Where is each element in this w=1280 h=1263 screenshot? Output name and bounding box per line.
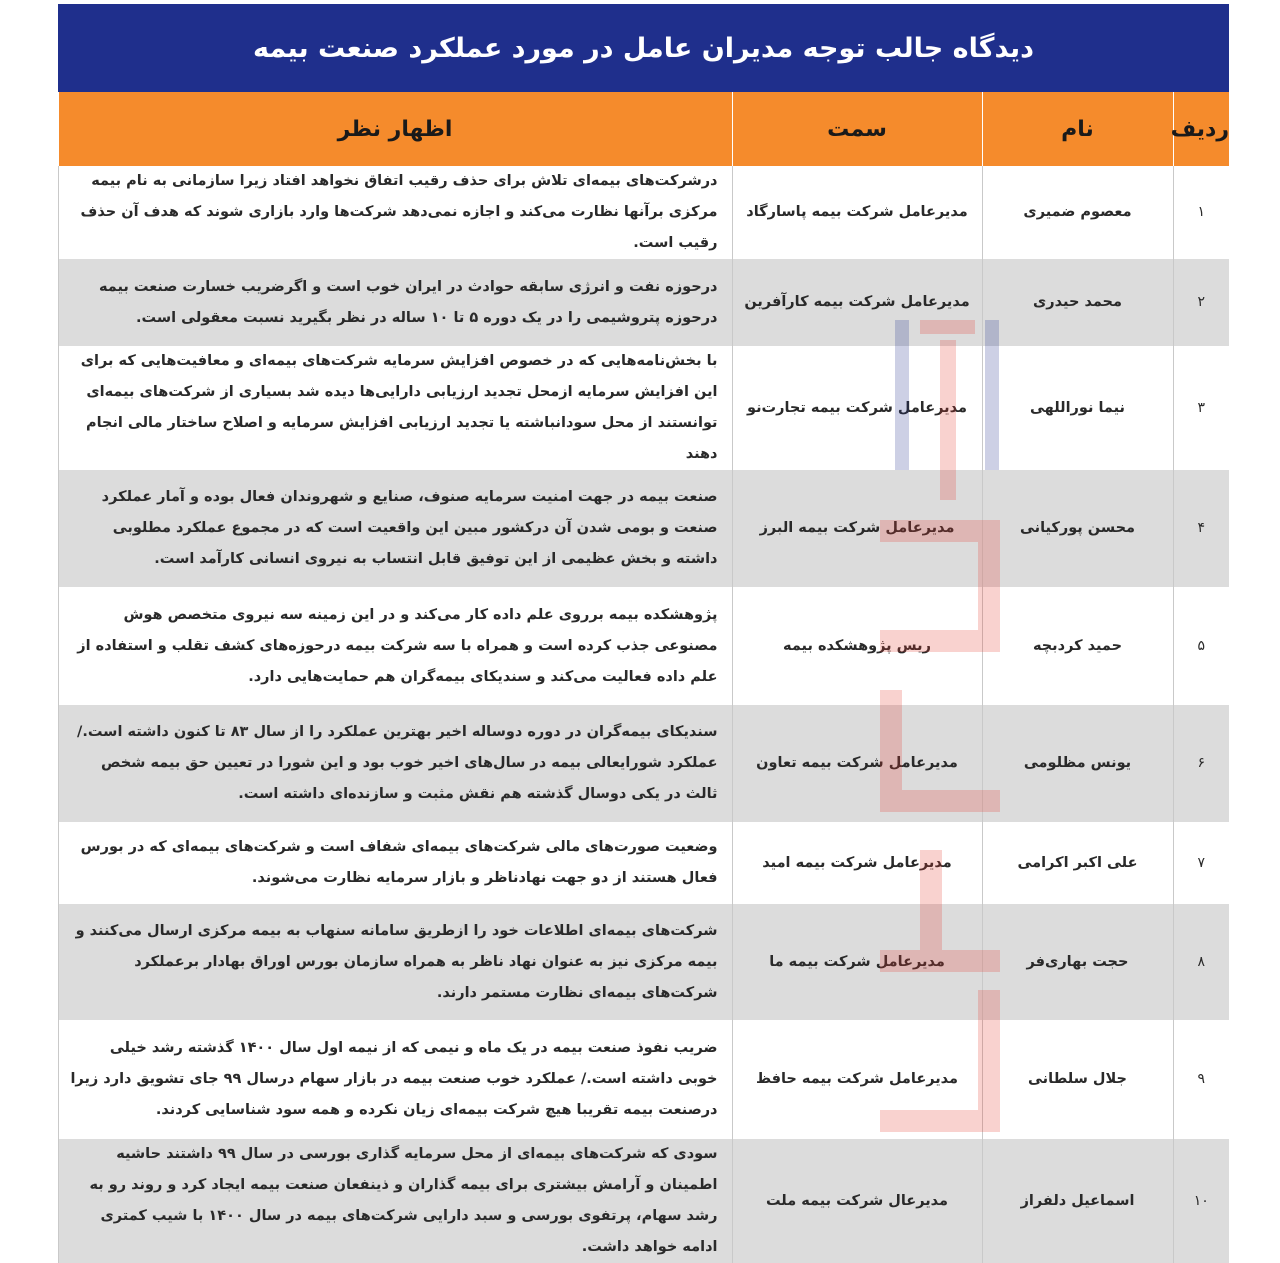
table-row [58, 587, 1229, 705]
manager-position: مدیرعامل شرکت بیمه تعاون [732, 705, 982, 822]
row-number: ۷ [1173, 822, 1229, 904]
manager-name: محمد حیدری [982, 259, 1173, 346]
manager-opinion: وضعیت صورت‌های مالی شرکت‌های بیمه‌ای شفاف است و شرکت‌های بیمه‌ای که در بورس فعال هستند از دو جهت نهادناظر و بازار سرمایه نظارت می‌شوند. [58, 822, 732, 904]
table-row [58, 470, 1229, 587]
manager-opinion: درشرکت‌های بیمه‌ای تلاش برای حذف رقیب اتفاق نخواهد افتاد زیرا سازمانی به نام بیمه مرکزی برآنها نظارت می‌کند و اجازه نمی‌دهد شرکت‌ها وارد بازاری شوند که هدف آن حذف رقیب است. [58, 166, 732, 259]
header-name: نام [982, 92, 1173, 166]
manager-opinion: ضریب نفوذ صنعت بیمه در یک ماه و نیمی که از نیمه اول سال ۱۴۰۰ گذشته رشد خیلی خوبی داشته است./ عملکرد خوب صنعت بیمه در بازار سهام درسال ۹۹ جای تشویق دارد زیرا درصنعت بیمه تقریبا هیچ شرکت بیمه‌ای زیان نکرده و همه سود شناسایی کردند. [58, 1020, 732, 1139]
manager-name: اسماعیل دلفراز [982, 1139, 1173, 1263]
table-row [58, 904, 1229, 1020]
table-row [58, 1020, 1229, 1139]
header-opinion: اظهار نظر [58, 92, 732, 166]
table-row [58, 1139, 1229, 1263]
manager-name: علی اکبر اکرامی [982, 822, 1173, 904]
manager-opinion: با بخش‌نامه‌هایی که در خصوص افزایش سرمایه شرکت‌های بیمه‌ای و معافیت‌هایی که برای این افزایش سرمایه ازمحل تجدید ارزیابی دارایی‌ها دیده شد بسیاری از شرکت‌های بیمه‌ای توانستند از محل سودانباشته یا تجدید ارزیابی افزایش سرمایه و اصلاح ساختار مالی انجام دهند [58, 346, 732, 470]
manager-position: مدیرعامل شرکت بیمه البرز [732, 470, 982, 587]
manager-position: ریس پژوهشکده بیمه [732, 587, 982, 705]
table-row [58, 346, 1229, 470]
document [58, 4, 1229, 1255]
row-number: ۱۰ [1173, 1139, 1229, 1263]
table-row [58, 822, 1229, 904]
row-number: ۹ [1173, 1020, 1229, 1139]
table-row [58, 705, 1229, 822]
manager-opinion: صنعت بیمه در جهت امنیت سرمایه صنوف، صنایع و شهروندان فعال بوده و آمار عملکرد صنعت و بومی شدن آن درکشور مبین این واقعیت است که در مجموع عملکرد مطلوبی داشته و بخش عظیمی از این توفیق قابل انتساب به نیروی انسانی کارآمد است. [58, 470, 732, 587]
opinions-table [58, 92, 1230, 1263]
manager-name: نیما نوراللهی [982, 346, 1173, 470]
manager-position: مدیرعامل شرکت بیمه ما [732, 904, 982, 1020]
header-position: سمت [732, 92, 982, 166]
table-row [58, 259, 1229, 346]
table-row [58, 166, 1229, 259]
manager-position: مدیرعال شرکت بیمه ملت [732, 1139, 982, 1263]
manager-name: جلال سلطانی [982, 1020, 1173, 1139]
row-number: ۴ [1173, 470, 1229, 587]
manager-position: مدیرعامل شرکت بیمه تجارت‌نو [732, 346, 982, 470]
manager-name: معصوم ضمیری [982, 166, 1173, 259]
manager-position: مدیرعامل شرکت بیمه پاسارگاد [732, 166, 982, 259]
manager-opinion: پژوهشکده بیمه برروی علم داده کار می‌کند و در این زمینه سه نیروی متخصص هوش مصنوعی جذب کرده است و همراه با سه شرکت بیمه درحوزه‌های کشف تقلب و استفاده از علم داده فعالیت می‌کند و سندیکای بیمه‌گران هم حمایت‌هایی دارد. [58, 587, 732, 705]
manager-name: یونس مظلومی [982, 705, 1173, 822]
manager-opinion: سندیکای بیمه‌گران در دوره دوساله اخیر بهترین عملکرد را از سال ۸۳ تا کنون داشته است./ عملکرد شورایعالی بیمه در سال‌های اخیر خوب بود و این شورا در تعیین حق بیمه شخص ثالث در یکی دوسال گذشته هم نقش مثبت و سازنده‌ای داشته است. [58, 705, 732, 822]
row-number: ۱ [1173, 166, 1229, 259]
row-number: ۵ [1173, 587, 1229, 705]
document-title: دیدگاه جالب توجه مدیران عامل در مورد عملکرد صنعت بیمه [58, 4, 1229, 92]
manager-name: محسن پورکیانی [982, 470, 1173, 587]
manager-position: مدیرعامل شرکت بیمه حافظ [732, 1020, 982, 1139]
row-number: ۳ [1173, 346, 1229, 470]
manager-opinion: درحوزه نفت و انرژی سابقه حوادث در ایران خوب است و اگرضریب خسارت صنعت بیمه درحوزه پتروشیمی را در یک دوره ۵ تا ۱۰ ساله در نظر بگیرید نسبت معقولی است. [58, 259, 732, 346]
row-number: ۸ [1173, 904, 1229, 1020]
manager-opinion: شرکت‌های بیمه‌ای اطلاعات خود را ازطریق سامانه سنهاب به بیمه مرکزی ارسال می‌کنند و بیمه مرکزی نیز به عنوان نهاد ناظر به همراه سازمان بورس اوراق بهادار برعملکرد شرکت‌های بیمه‌ای نظارت مستمر دارند. [58, 904, 732, 1020]
manager-position: مدیرعامل شرکت بیمه کارآفرین [732, 259, 982, 346]
header-row-number: ردیف [1173, 92, 1229, 166]
manager-position: مدیرعامل شرکت بیمه امید [732, 822, 982, 904]
row-number: ۶ [1173, 705, 1229, 822]
manager-opinion: سودی که شرکت‌های بیمه‌ای از محل سرمایه گذاری بورسی در سال ۹۹ داشتند حاشیه اطمینان و آرامش بیشتری برای بیمه گذاران و ذینفعان صنعت بیمه ایجاد کرد و روند رو به رشد سهام، پرتفوی بورسی و سبد دارایی شرکت‌های بیمه در سال ۱۴۰۰ با شیب کمتری ادامه خواهد داشت. [58, 1139, 732, 1263]
table-header-row [58, 92, 1229, 166]
row-number: ۲ [1173, 259, 1229, 346]
manager-name: حجت بهاری‌فر [982, 904, 1173, 1020]
manager-name: حمید کردبچه [982, 587, 1173, 705]
